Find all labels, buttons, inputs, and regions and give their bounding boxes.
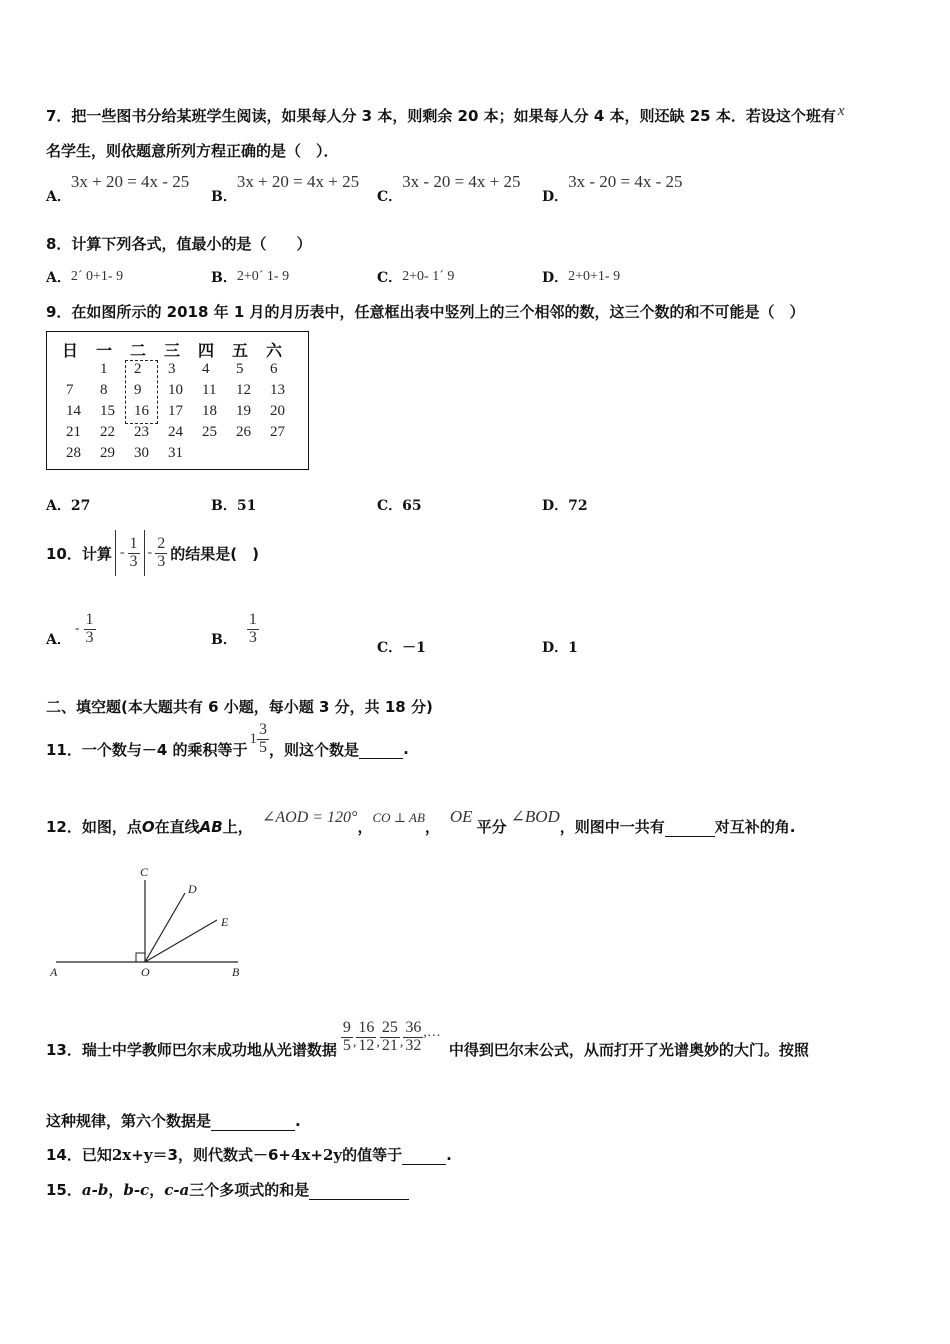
frac-num: 1 [129,534,138,552]
calendar-header-cell: 一 [96,341,113,360]
q7-option-d[interactable] [542,172,683,205]
q14-line [46,1144,452,1165]
q10-prefix: 10．计算 [46,544,112,563]
q8-option-c[interactable] [377,265,454,285]
fraction [403,1020,423,1055]
comma: ， [424,818,440,836]
q15-expr: c-a [164,1181,190,1199]
answer-blank[interactable] [211,1112,295,1131]
option-label: D． [542,640,569,656]
q10-option-d[interactable] [542,637,578,657]
fraction [341,1020,353,1055]
calendar-header-cell: 日 [62,341,79,360]
option-label: A． [46,270,71,286]
calendar-day-cell: 8 [100,382,108,398]
calendar-header-cell: 六 [266,341,283,360]
q15-line [46,1179,409,1200]
option-label: B． [211,498,237,514]
frac-num: 25 [381,1019,398,1036]
q7-option-a[interactable] [46,172,190,205]
q15-expr: a-b [81,1181,109,1199]
q14-end: . [446,1146,452,1164]
option-value: 65 [402,498,422,514]
comma: ， [357,818,373,836]
q8-option-b[interactable] [211,265,289,285]
frac-den: 3 [157,552,166,570]
option-expr: 2´ 0+1- 9 [70,269,124,284]
separator: , [352,1035,357,1051]
calendar-header-cell: 五 [232,341,249,360]
ellipsis: … [426,1025,441,1041]
calendar-day-cell: 7 [66,382,74,398]
option-label: A． [46,632,71,649]
q13-line [46,1019,809,1059]
option-label: B． [211,632,237,649]
right-angle-mark [136,953,145,962]
q12-text: 在直线 [154,818,200,836]
abs-value [115,530,145,576]
option-sign: - [74,621,80,637]
point-o: O [141,818,155,836]
q10-option-b[interactable] [211,612,259,647]
answer-blank[interactable] [309,1181,409,1200]
q11-line [46,722,409,757]
option-expr: 3x + 20 = 4x + 25 [236,172,360,191]
q13-end: . [295,1112,301,1130]
q9-option-a[interactable] [46,495,90,515]
calendar-day-cell: 16 [134,403,149,419]
calendar-day-cell: 31 [168,445,183,461]
ray-oe: OE [449,807,473,826]
q15-sep: ， [149,1181,165,1199]
q7-text: 7．把一些图书分给某班学生阅读，如果每人分 3 本，则剩余 20 本；如果每人分 4 本，则还缺 25 本．若设这个班有 [46,107,836,125]
q15-text: 三个多项式的和是 [189,1181,310,1199]
option-expr: 3x - 20 = 4x - 25 [568,172,683,191]
frac-den: 5 [259,738,268,756]
calendar-day-cell: 25 [202,424,217,440]
q10-option-c[interactable] [377,637,426,657]
angle-bod: ∠BOD [510,807,560,826]
mixed-whole: 1 [249,730,258,747]
frac-num: 9 [342,1019,351,1036]
calendar-day-cell: 4 [202,361,210,377]
angle-aod: ∠AOD = 120° [261,809,358,826]
calendar-day-cell: 2 [134,361,142,377]
abs-sign: - [119,545,125,560]
calendar-header-cell: 四 [198,341,215,360]
q8-text: 8．计算下列各式，值最小的是（ ） [46,235,312,253]
answer-blank[interactable] [402,1146,446,1165]
fraction [257,722,269,757]
q11-end: . [403,740,409,759]
calendar-day-cell: 14 [66,403,81,419]
calendar-day-cell: 5 [236,361,244,377]
frac-num: 1 [248,611,257,628]
q8-option-a[interactable] [46,265,123,285]
minus-sign: - [147,545,153,560]
calendar-header-cell: 二 [130,341,147,360]
q13-prefix: 13．瑞士中学教师巴尔末成功地从光谱数据 [46,1040,337,1059]
q9-option-c[interactable] [377,495,422,515]
q14-expr: 4x+2y [291,1146,343,1164]
calendar-day-cell: 22 [100,424,115,440]
fraction [155,536,167,571]
label-c: C [140,865,149,879]
calendar-day-cell: 23 [134,424,149,440]
calendar-day-cell: 19 [236,403,251,419]
q7-variable: x [837,103,845,119]
calendar-day-cell: 9 [134,382,142,398]
frac-den: 3 [85,628,94,646]
frac-num: 2 [157,534,166,552]
fraction [84,612,96,647]
calendar-day-cell: 12 [236,382,251,398]
q8-option-d[interactable] [542,265,620,285]
q10-option-a[interactable] [46,612,96,647]
q9-option-d[interactable] [542,495,588,515]
frac-den: 3 [248,628,257,646]
calendar-day-cell: 27 [270,424,285,440]
calendar-day-cell: 13 [270,382,285,398]
frac-den: 32 [405,1036,422,1054]
calendar-day-cell: 21 [66,424,81,440]
calendar-day-cell: 3 [168,361,176,377]
answer-blank[interactable] [665,818,715,837]
frac-num: 16 [358,1019,375,1036]
q9-text: 9．在如图所示的 2018 年 1 月的月历表中，任意框出表中竖列上的三个相邻的数，这三个数的和不可能是（ ） [46,303,805,321]
q14-text: ＝3，则代数式－6+ [152,1146,291,1164]
option-expr: 2+0- 1´ 9 [402,269,455,284]
separator: , [423,1025,427,1041]
q12-line [46,806,796,836]
label-o: O [141,965,150,979]
fraction [247,612,259,647]
option-value: 27 [70,498,91,514]
q14-text: 14．已知 [46,1146,112,1164]
option-label: D． [542,498,569,514]
label-b: B [232,965,240,979]
option-label: B． [211,189,237,205]
option-expr: 2+0´ 1- 9 [236,269,290,284]
calendar-day-cell: 26 [236,424,251,440]
fraction [128,536,140,571]
q12-text: 对互补的角. [714,818,796,836]
perpendicular: CO ⊥ AB [372,810,425,825]
frac-den: 3 [129,552,138,570]
q15-text: 15． [46,1181,82,1199]
label-d: D [188,882,197,896]
calendar-header-cell: 三 [164,341,181,360]
ray-od [145,893,185,962]
option-expr: 2+0+1- 9 [568,269,621,284]
frac-num: 1 [85,611,94,628]
frac-den: 12 [358,1036,375,1054]
q9-option-b[interactable] [211,495,256,515]
fraction [356,1020,376,1055]
calendar-day-cell: 11 [202,382,217,398]
q7-line1 [46,103,845,126]
q14-expr: 2x+y [111,1146,153,1164]
q7-line2: 名学生，则依题意所列方程正确的是（ ）． [46,142,339,160]
q15-expr: b-c [123,1181,150,1199]
q12-text: 12．如图，点 [46,818,142,836]
option-label: C． [377,270,403,286]
option-expr: 3x + 20 = 4x - 25 [70,172,190,191]
q11-suffix: ，则这个数是 [269,740,360,759]
label-a: A [50,965,58,979]
q7-option-c[interactable] [377,172,521,205]
q7-option-b[interactable] [211,172,360,205]
fraction [380,1020,400,1055]
option-label: C． [377,640,403,656]
calendar-day-cell: 24 [168,424,183,440]
option-value: －1 [402,640,426,656]
q12-text: 上， [222,818,253,836]
answer-blank[interactable] [359,740,403,759]
calendar-day-cell: 30 [134,445,149,461]
option-value: 1 [568,640,578,656]
q13-line2 [46,1110,301,1131]
calendar-day-cell: 18 [202,403,217,419]
q13-suffix: 中得到巴尔末公式，从而打开了光谱奥妙的大门。按照 [448,1040,809,1059]
calendar-day-cell: 1 [100,361,108,377]
q12-figure [44,860,254,990]
option-label: A． [46,189,71,205]
calendar-day-cell: 6 [270,361,278,377]
q13-text: 这种规律，第六个数据是 [46,1112,212,1130]
option-label: A． [46,498,71,514]
frac-num: 3 [259,721,268,738]
calendar-day-cell: 17 [168,403,183,419]
label-e: E [221,915,229,929]
q15-sep: ， [108,1181,124,1199]
calendar-day-cell: 29 [100,445,115,461]
calendar-day-cell: 15 [100,403,115,419]
option-expr: 3x - 20 = 4x + 25 [402,172,521,191]
q11-prefix: 11．一个数与－4 的乘积等于 [46,740,248,759]
ray-oe-stroke [145,920,217,962]
calendar-day-cell: 20 [270,403,285,419]
option-value: 72 [568,498,588,514]
q12-text: ，则图中一共有 [559,818,665,836]
option-value: 51 [236,498,257,514]
section-title: 二、填空题(本大题共有 6 小题，每小题 3 分，共 18 分) [46,698,433,716]
calendar-day-cell: 10 [168,382,183,398]
frac-num: 36 [405,1019,422,1036]
q10-line [46,530,259,576]
frac-den: 5 [342,1036,351,1054]
line-ab: AB [199,818,223,836]
option-label: C． [377,189,403,205]
option-label: D． [542,189,569,205]
option-label: B． [211,270,237,286]
separator: , [399,1035,404,1051]
separator: , [376,1035,380,1051]
q12-text: 平分 [476,818,507,836]
q10-suffix: 的结果是( ) [170,544,259,563]
option-label: C． [377,498,403,514]
calendar-day-cell: 28 [66,445,81,461]
frac-den: 21 [381,1036,398,1054]
q14-text: 的值等于 [342,1146,403,1164]
option-label: D． [542,270,569,286]
